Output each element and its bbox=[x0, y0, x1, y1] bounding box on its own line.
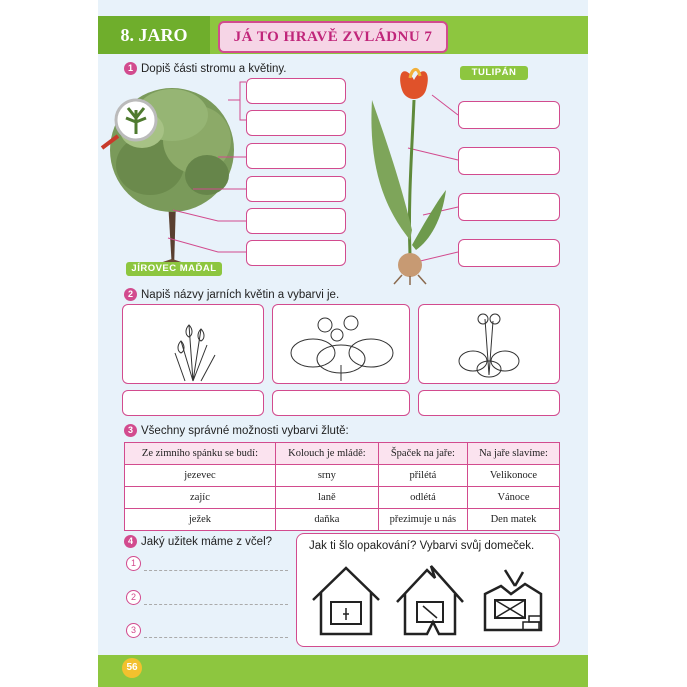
question-number: 2 bbox=[124, 288, 137, 301]
tree-answer-box-1[interactable] bbox=[246, 78, 346, 104]
house-ruined-icon[interactable] bbox=[475, 564, 553, 640]
answer-number-1: 1 bbox=[126, 556, 141, 571]
question-text: Dopiš části stromu a květiny. bbox=[141, 63, 287, 75]
option-cell[interactable]: Vánoce bbox=[467, 487, 559, 509]
house-cracked-icon[interactable] bbox=[391, 560, 469, 640]
self-evaluation-box bbox=[296, 533, 560, 647]
column-header: Špaček na jaře: bbox=[378, 443, 467, 465]
option-cell[interactable]: ježek bbox=[125, 509, 276, 531]
flower-name-box-2[interactable] bbox=[272, 390, 410, 416]
option-cell[interactable]: laně bbox=[275, 487, 378, 509]
option-cell[interactable]: odlétá bbox=[378, 487, 467, 509]
house-intact-icon[interactable] bbox=[307, 560, 385, 640]
question-number: 1 bbox=[124, 62, 137, 75]
option-cell[interactable]: jezevec bbox=[125, 465, 276, 487]
workbook-page bbox=[98, 0, 588, 687]
answer-line-1[interactable] bbox=[144, 570, 288, 571]
tree-answer-box-4[interactable] bbox=[246, 176, 346, 202]
option-cell[interactable]: daňka bbox=[275, 509, 378, 531]
question-text: Napiš názvy jarních květin a vybarvi je. bbox=[141, 289, 340, 301]
question-number: 3 bbox=[124, 424, 137, 437]
answer-line-2[interactable] bbox=[144, 604, 288, 605]
tree-answer-box-3[interactable] bbox=[246, 143, 346, 169]
tree-name-label: JÍROVEC MAĎAL bbox=[126, 262, 222, 276]
chapter-label: 8. JARO bbox=[98, 16, 210, 54]
option-cell[interactable]: Velikonoce bbox=[467, 465, 559, 487]
option-cell[interactable]: srny bbox=[275, 465, 378, 487]
flower-name-label: TULIPÁN bbox=[460, 66, 528, 80]
question-text: Jaký užitek máme z včel? bbox=[141, 536, 273, 548]
question-3 bbox=[124, 424, 349, 437]
footer-bar bbox=[98, 655, 588, 687]
tree-answer-box-5[interactable] bbox=[246, 208, 346, 234]
options-table bbox=[124, 442, 560, 531]
tulip-answer-box-1[interactable] bbox=[458, 101, 560, 129]
option-cell[interactable]: zajíc bbox=[125, 487, 276, 509]
page-number: 56 bbox=[122, 658, 142, 678]
question-2 bbox=[124, 288, 339, 301]
tree-answer-box-2[interactable] bbox=[246, 110, 346, 136]
tulip-answer-box-4[interactable] bbox=[458, 239, 560, 267]
table-row bbox=[125, 509, 560, 531]
snowdrop-drawing bbox=[123, 305, 263, 383]
flower-picture-primrose[interactable] bbox=[418, 304, 560, 384]
option-cell[interactable]: přilétá bbox=[378, 465, 467, 487]
column-header: Ze zimního spánku se budí: bbox=[125, 443, 276, 465]
option-cell[interactable]: přezimuje u nás bbox=[378, 509, 467, 531]
question-text: Všechny správné možnosti vybarvi žlutě: bbox=[141, 425, 349, 437]
question-number: 4 bbox=[124, 535, 137, 548]
answer-number-3: 3 bbox=[126, 623, 141, 638]
column-header: Kolouch je mládě: bbox=[275, 443, 378, 465]
table-row bbox=[125, 465, 560, 487]
tulip-answer-box-2[interactable] bbox=[458, 147, 560, 175]
table-header-row bbox=[125, 443, 560, 465]
flower-name-box-3[interactable] bbox=[418, 390, 560, 416]
option-cell[interactable]: Den matek bbox=[467, 509, 559, 531]
table-row bbox=[125, 487, 560, 509]
question-4 bbox=[124, 535, 272, 548]
self-evaluation-text: Jak ti šlo opakování? Vybarvi svůj domeček. bbox=[309, 540, 535, 552]
tulip-answer-box-3[interactable] bbox=[458, 193, 560, 221]
tree-answer-box-6[interactable] bbox=[246, 240, 346, 266]
answer-number-2: 2 bbox=[126, 590, 141, 605]
tulip-illustration bbox=[366, 60, 458, 285]
page-title: JÁ TO HRAVĚ ZVLÁDNU 7 bbox=[218, 21, 448, 53]
column-header: Na jaře slavíme: bbox=[467, 443, 559, 465]
violet-drawing bbox=[273, 305, 409, 383]
flower-name-box-1[interactable] bbox=[122, 390, 264, 416]
answer-line-3[interactable] bbox=[144, 637, 288, 638]
primrose-drawing bbox=[419, 305, 559, 383]
flower-picture-snowdrop[interactable] bbox=[122, 304, 264, 384]
flower-picture-violet[interactable] bbox=[272, 304, 410, 384]
